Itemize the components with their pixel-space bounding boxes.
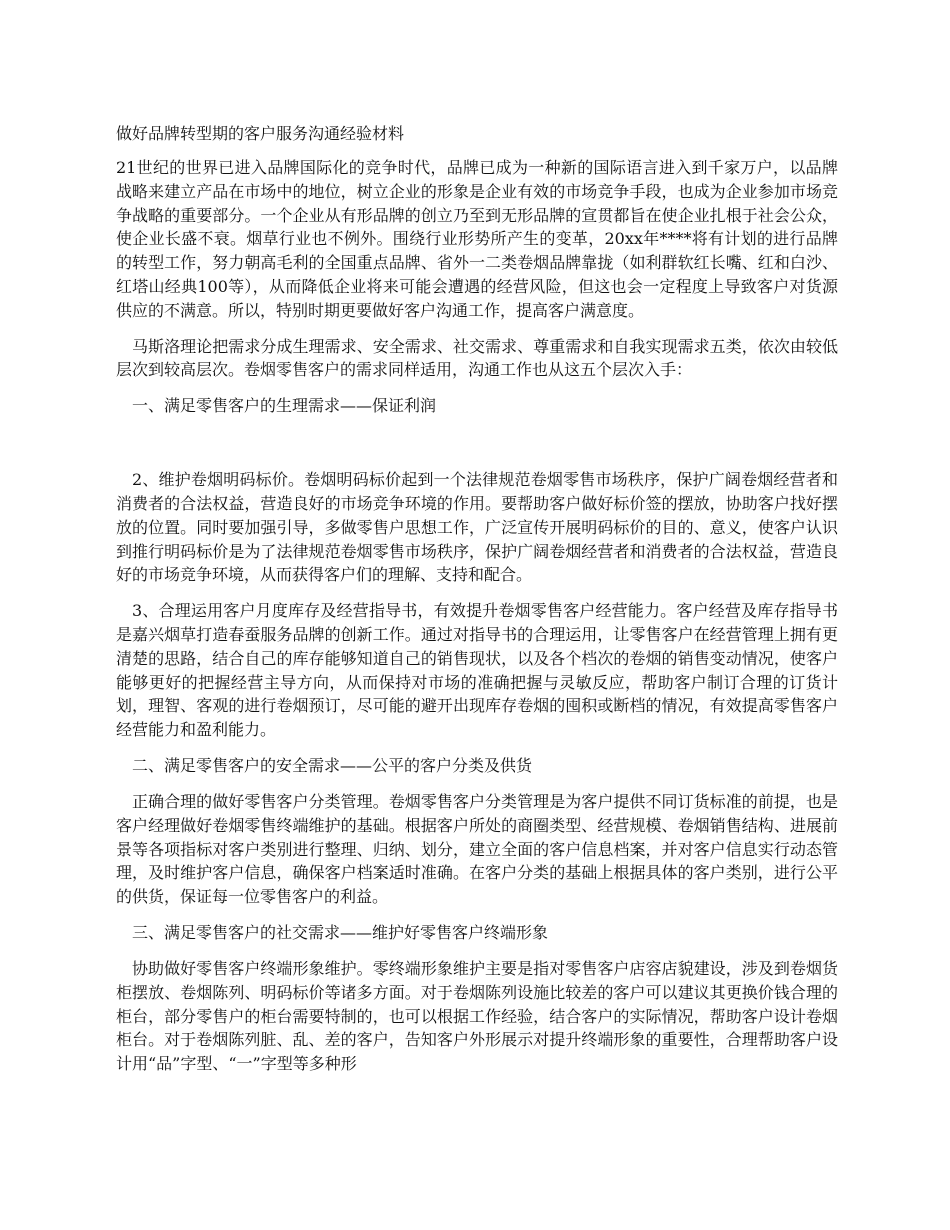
section3-heading: 三、满足零售客户的社交需求——维护好零售客户终端形象: [132, 922, 549, 942]
item2-paragraph: 2、维护卷烟明码标价。卷烟明码标价起到一个法律规范卷烟零售市场秩序，保护广阔卷烟经营者和消费者的合法权益，营造良好的市场竞争环境的作用。要帮助客户做好标价签的摆放，协助客户找好摆放的位置。同时要加强引导，多做零售户思想工作，广泛宣传开展明码标价的目的、意义，使客户认识到推行明码标价是为了法律规范卷烟零售市场秩序，保护广阔卷烟经营者和消费者的合法权益，营造良好的市场竞争环境，从而获得客户们的理解、支持和配合。: [116, 470, 838, 585]
document-page: [116, 122, 838, 1088]
item3-paragraph: 3、合理运用客户月度库存及经营指导书，有效提升卷烟零售客户经营能力。客户经营及库存指导书是嘉兴烟草打造春蚕服务品牌的创新工作。通过对指导书的合理运用，让零售客户在经营管理上拥有更清楚的思路，结合自己的库存能够知道自己的销售现状，以及各个档次的卷烟的销售变动情况，使客户能够更好的把握经营主导方向，从而保持对市场的准确把握与灵敏反应，帮助客户制订合理的订货计划，理智、客观的进行卷烟预订，尽可能的避开出现库存卷烟的囤积或断档的情况，有效提高零售客户经营能力和盈利能力。: [116, 601, 838, 740]
section2-paragraph: 正确合理的做好零售客户分类管理。卷烟零售客户分类管理是为客户提供不同订货标准的前提，也是客户经理做好卷烟零售终端维护的基础。根据客户所处的商圈类型、经营规模、卷烟销售结构、进展前景等各项指标对客户类别进行整理、归纳、划分，建立全面的客户信息档案，并对客户信息实行动态管理，及时维护客户信息，确保客户档案适时准确。在客户分类的基础上根据具体的客户类别，进行公平的供货，保证每一位零售客户的利益。: [116, 791, 838, 907]
document-title: 做好品牌转型期的客户服务沟通经验材料: [116, 124, 405, 143]
maslow-paragraph: 马斯洛理论把需求分成生理需求、安全需求、社交需求、尊重需求和自我实现需求五类，依次由较低层次到较高层次。卷烟零售客户的需求同样适用，沟通工作也从这五个层次入手：: [116, 336, 838, 380]
blank-space: [116, 430, 838, 468]
section3-paragraph: 协助做好零售客户终端形象维护。零终端形象维护主要是指对零售客户店容店貌建设，涉及到卷烟货柜摆放、卷烟陈列、明码标价等诸多方面。对于卷烟陈列设施比较差的客户可以建议其更换价钱合理的柜台，部分零售户的柜台需要特制的，也可以根据工作经验，结合客户的实际情况，帮助客户设计卷烟柜台。对于卷烟陈列脏、乱、差的客户，告知客户外形展示对提升终端形象的重要性，合理帮助客户设计用“品”字型、“一”字型等多种形: [116, 958, 838, 1074]
section2-heading: 二、满足零售客户的安全需求——公平的客户分类及供货: [132, 755, 533, 775]
section1-heading: 一、满足零售客户的生理需求——保证利润: [132, 396, 437, 416]
intro-paragraph: 21世纪的世界已进入品牌国际化的竞争时代，品牌已成为一种新的国际语言进入到千家万户，以品牌战略来建立产品在市场中的地位，树立企业的形象是企业有效的市场竞争手段，也成为企业参加市场竞争战略的重要部分。一个企业从有形品牌的创立乃至到无形品牌的宣贯都旨在使企业扎根于社会公众，使企业长盛不衰。烟草行业也不例外。围绕行业形势所产生的变革，20xx年****将有计划的进行品牌的转型工作，努力朝高毛利的全国重点品牌、省外一二类卷烟品牌靠拢（如利群软红长嘴、红和白沙、红塔山经典100等），从而降低企业将来可能会遭遇的经营风险，但这也会一定程度上导致客户对货源供应的不满意。所以，特别时期更要做好客户沟通工作，提高客户满意度。: [116, 158, 838, 320]
